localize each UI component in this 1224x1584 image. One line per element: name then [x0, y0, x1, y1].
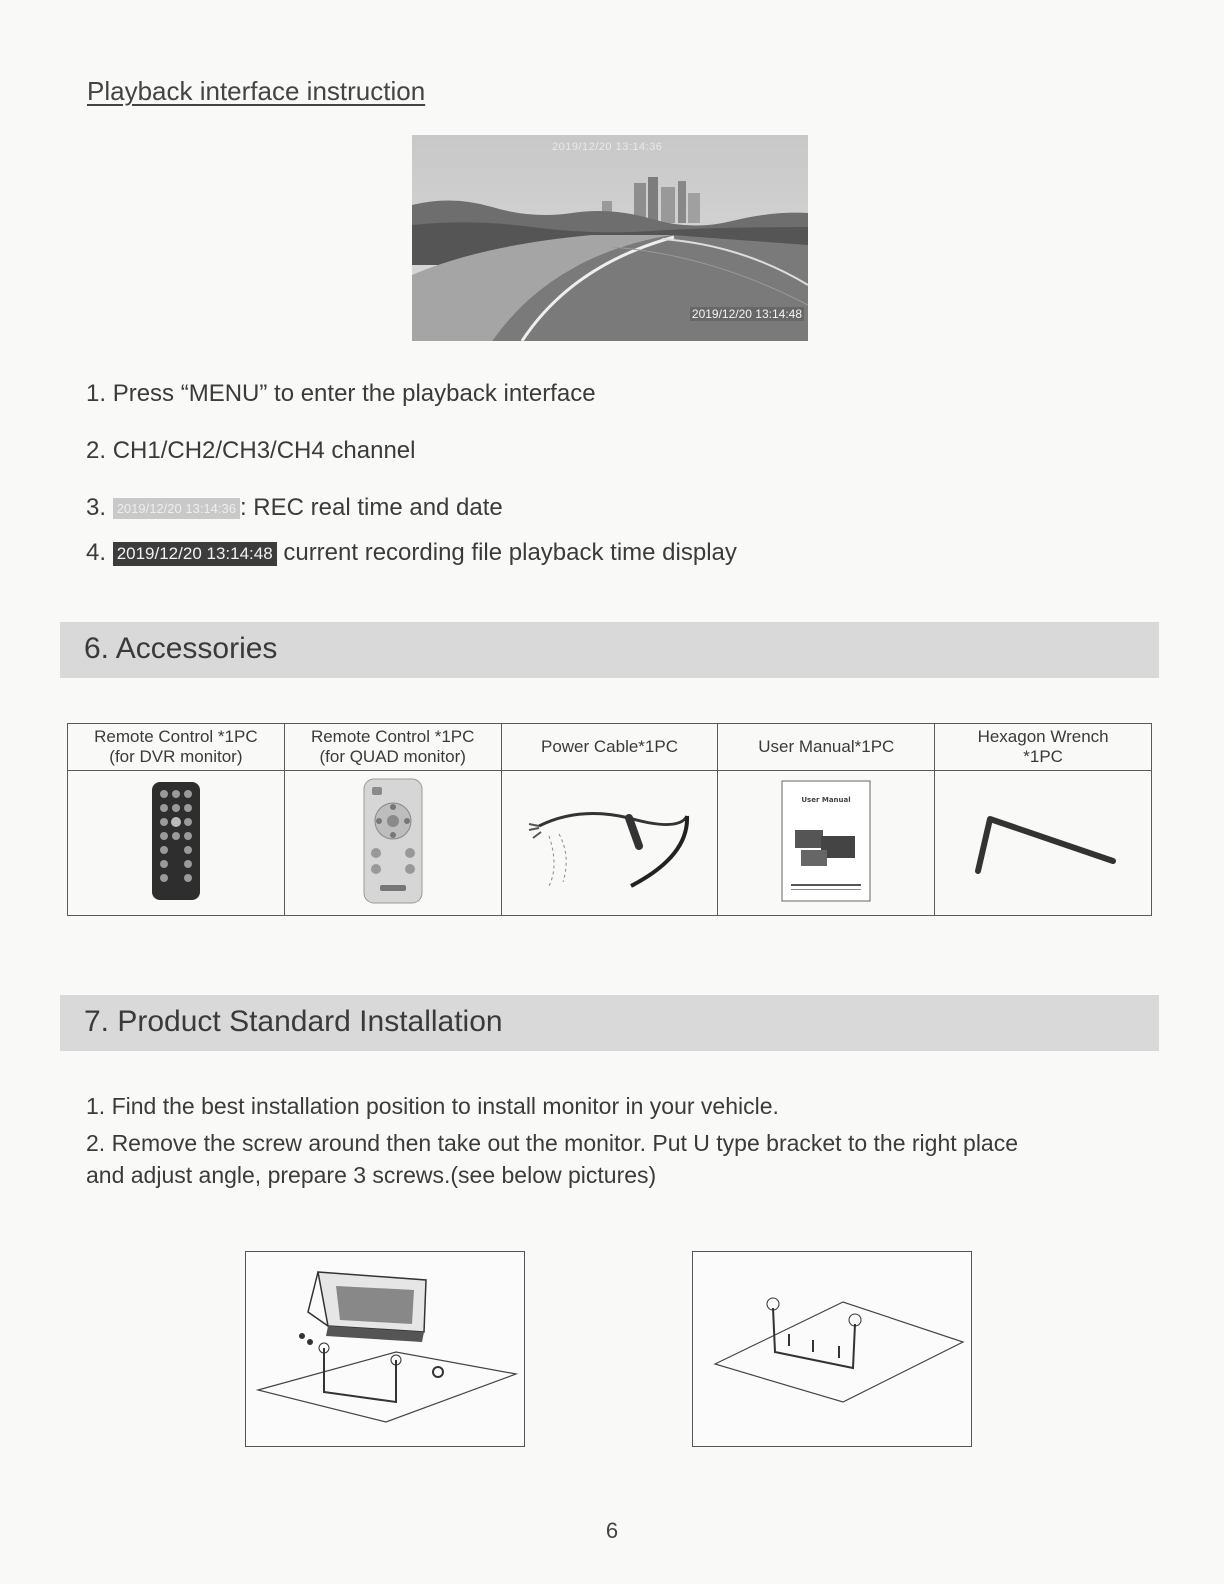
power-cable-cell: [501, 771, 718, 916]
item-number: 3.: [86, 494, 107, 521]
quad-remote-cell: [284, 771, 501, 916]
accessory-label-quad-remote: Remote Control *1PC (for QUAD monitor): [284, 724, 501, 771]
accessories-section-bar: [60, 622, 1159, 678]
user-manual-cell: [718, 771, 935, 916]
install-diagram-bracket: [692, 1251, 972, 1447]
photo-timestamp-bottom: 2019/12/20 13:14:48: [691, 307, 802, 321]
item-number: 1.: [86, 380, 107, 407]
dvr-remote-control-icon: [146, 780, 206, 902]
u-bracket-screws-diagram-icon: [693, 1252, 971, 1446]
power-cable-icon: [519, 786, 699, 896]
playback-screenshot: [412, 135, 808, 341]
installation-step-2: 2. Remove the screw around then take out the monitor. Put U type bracket to the right place and adjust angle, prepare 3 screws.(see below pictures): [86, 1130, 1019, 1188]
accessories-table: [67, 723, 1152, 916]
item-text: CH1/CH2/CH3/CH4 channel: [112, 437, 416, 464]
quad-remote-control-icon: [360, 777, 426, 905]
user-manual-icon: [781, 780, 871, 902]
install-diagram-monitor: [245, 1251, 525, 1447]
accessories-header-row: [68, 724, 1152, 771]
accessory-label-dvr-remote: Remote Control *1PC (for DVR monitor): [68, 724, 285, 771]
playback-item-2: [86, 437, 415, 465]
installation-section-bar: [60, 995, 1159, 1051]
playback-time-badge: 2019/12/20 13:14:48: [113, 542, 277, 566]
item-number: 2.: [86, 437, 107, 464]
accessory-label-hex-wrench: Hexagon Wrench *1PC: [935, 724, 1152, 771]
playback-heading: Playback interface instruction: [87, 76, 426, 106]
page-number: 6: [605, 1518, 619, 1543]
dvr-remote-cell: [68, 771, 285, 916]
installation-step-1: 1. Find the best installation position to install monitor in your vehicle.: [86, 1093, 779, 1119]
accessory-label-user-manual: User Manual*1PC: [718, 724, 935, 771]
monitor-bracket-diagram-icon: [246, 1252, 524, 1446]
accessory-label-power-cable: Power Cable*1PC: [501, 724, 718, 771]
item-text: Press “MENU” to enter the playback interface: [112, 380, 596, 407]
manual-cover-text: User Manual: [801, 795, 851, 804]
item-text: current recording file playback time display: [276, 539, 737, 566]
item-number: 4.: [86, 539, 107, 566]
item-text: : REC real time and date: [239, 494, 503, 521]
photo-timestamp-top: 2019/12/20 13:14:36: [552, 141, 663, 153]
accessories-title: 6. Accessories: [84, 632, 278, 665]
rec-time-badge: 2019/12/20 13:14:36: [113, 498, 240, 519]
hex-wrench-cell: [935, 771, 1152, 916]
playback-item-1: [86, 380, 596, 408]
playback-item-4: [86, 539, 737, 567]
installation-title: 7. Product Standard Installation: [84, 1005, 503, 1038]
accessories-image-row: [68, 771, 1152, 916]
playback-item-3: [86, 494, 503, 522]
hex-wrench-icon: [968, 801, 1118, 881]
